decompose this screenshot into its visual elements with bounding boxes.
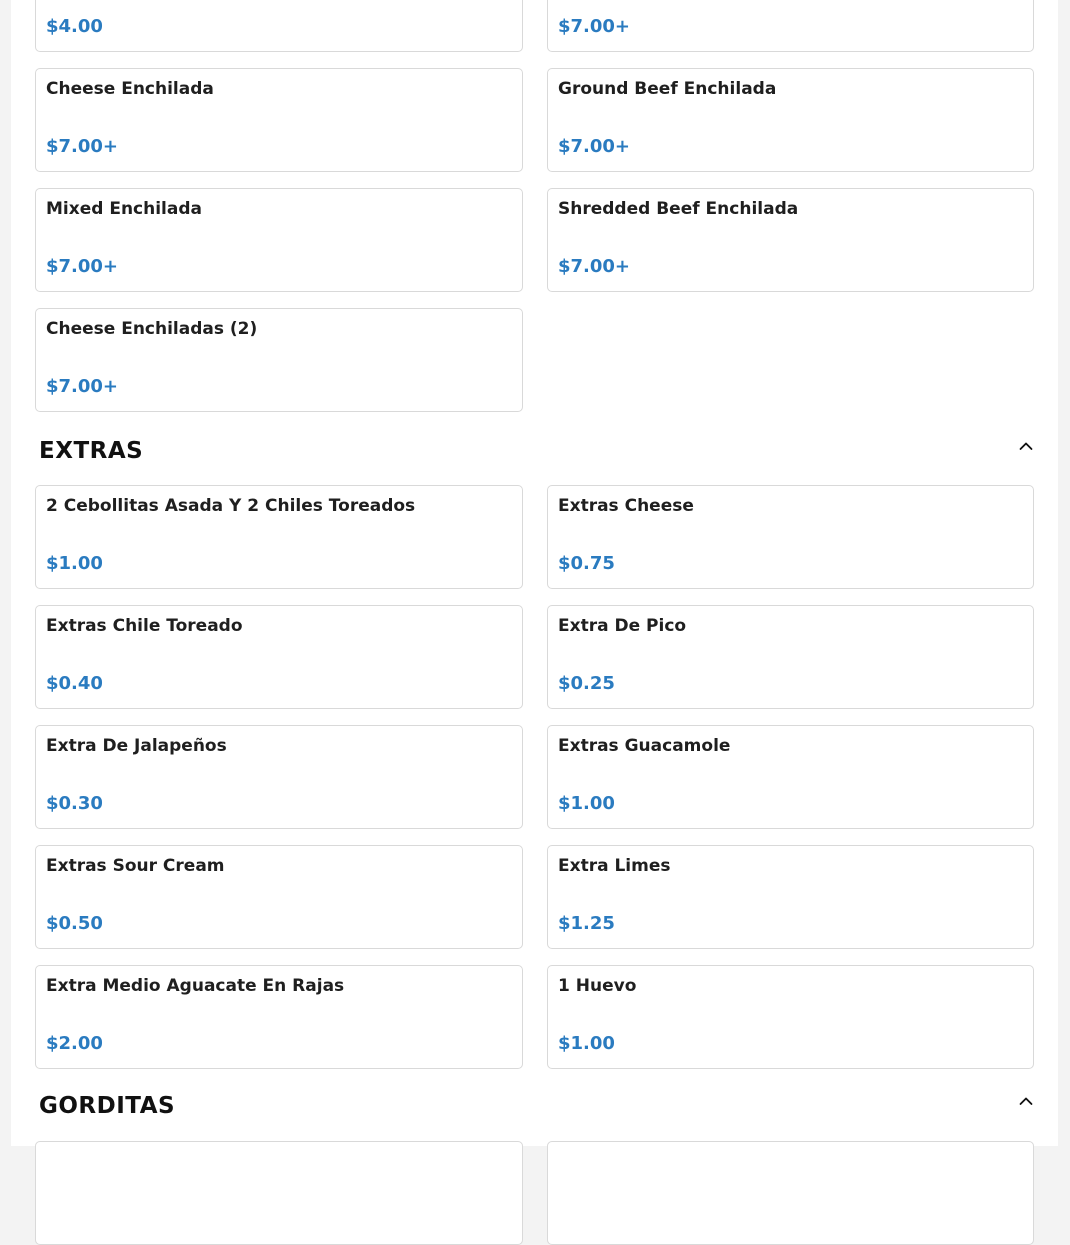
menu-item-card[interactable] bbox=[35, 965, 523, 1069]
menu-item-card[interactable] bbox=[547, 965, 1034, 1069]
menu-item-name: Extras Guacamole bbox=[558, 736, 731, 756]
menu-item-price: $0.75 bbox=[558, 553, 615, 574]
menu-item-price: $7.00+ bbox=[558, 256, 631, 277]
menu-item-card[interactable] bbox=[35, 605, 523, 709]
gorditas-item-grid bbox=[35, 1141, 1034, 1245]
menu-item-card[interactable] bbox=[547, 68, 1034, 172]
section-title: GORDITAS bbox=[39, 1093, 176, 1119]
section-title: EXTRAS bbox=[39, 438, 144, 464]
menu-item-card[interactable] bbox=[547, 0, 1034, 52]
menu-item-price: $7.00+ bbox=[46, 376, 119, 397]
menu-item-price: $0.50 bbox=[46, 913, 103, 934]
menu-item-card[interactable] bbox=[547, 188, 1034, 292]
menu-item-card[interactable] bbox=[547, 605, 1034, 709]
menu-item-name: Ground Beef Enchilada bbox=[558, 79, 777, 99]
menu-item-card[interactable] bbox=[35, 0, 523, 52]
enchiladas-item-grid bbox=[35, 0, 1034, 412]
menu-item-card[interactable] bbox=[547, 845, 1034, 949]
menu-item-price: $1.25 bbox=[558, 913, 615, 934]
menu-item-card[interactable] bbox=[547, 725, 1034, 829]
menu-item-name: Extra Medio Aguacate En Rajas bbox=[46, 976, 345, 996]
menu-item-card[interactable] bbox=[547, 485, 1034, 589]
menu-item-name: Extra De Pico bbox=[558, 616, 687, 636]
menu-item-card[interactable] bbox=[547, 1141, 1034, 1245]
menu-item-card[interactable] bbox=[35, 1141, 523, 1245]
menu-item-name: 1 Huevo bbox=[558, 976, 637, 996]
menu-item-name: Extras Cheese bbox=[558, 496, 694, 516]
menu-item-name: Extra De Jalapeños bbox=[46, 736, 227, 756]
extras-item-grid bbox=[35, 485, 1034, 1069]
menu-item-card[interactable] bbox=[35, 68, 523, 172]
menu-item-card[interactable] bbox=[35, 485, 523, 589]
menu-item-price: $7.00+ bbox=[558, 136, 631, 157]
menu-item-card[interactable] bbox=[35, 188, 523, 292]
chevron-up-icon[interactable] bbox=[1018, 1093, 1034, 1109]
menu-item-price: $4.00 bbox=[46, 16, 103, 37]
menu-page bbox=[11, 0, 1058, 1146]
menu-item-price: $1.00 bbox=[558, 1033, 615, 1054]
menu-item-name: Extra Limes bbox=[558, 856, 671, 876]
menu-item-name: Cheese Enchiladas (2) bbox=[46, 319, 258, 339]
menu-item-price: $7.00+ bbox=[558, 16, 631, 37]
menu-item-name: Shredded Beef Enchilada bbox=[558, 199, 799, 219]
menu-item-price: $0.25 bbox=[558, 673, 615, 694]
menu-item-name: Mixed Enchilada bbox=[46, 199, 202, 219]
menu-item-price: $7.00+ bbox=[46, 256, 119, 277]
menu-item-price: $2.00 bbox=[46, 1033, 103, 1054]
menu-item-price: $1.00 bbox=[558, 793, 615, 814]
chevron-up-icon[interactable] bbox=[1018, 438, 1034, 454]
menu-item-name: Extras Chile Toreado bbox=[46, 616, 243, 636]
menu-item-price: $1.00 bbox=[46, 553, 103, 574]
menu-item-card[interactable] bbox=[35, 845, 523, 949]
menu-item-name: 2 Cebollitas Asada Y 2 Chiles Toreados bbox=[46, 496, 416, 516]
menu-item-price: $0.30 bbox=[46, 793, 103, 814]
section-header-extras[interactable] bbox=[39, 436, 1034, 466]
menu-item-card[interactable] bbox=[35, 725, 523, 829]
section-header-gorditas[interactable] bbox=[39, 1091, 1034, 1121]
menu-item-name: Extras Sour Cream bbox=[46, 856, 225, 876]
menu-item-price: $7.00+ bbox=[46, 136, 119, 157]
menu-item-price: $0.40 bbox=[46, 673, 103, 694]
menu-item-name: Cheese Enchilada bbox=[46, 79, 214, 99]
menu-item-card[interactable] bbox=[35, 308, 523, 412]
